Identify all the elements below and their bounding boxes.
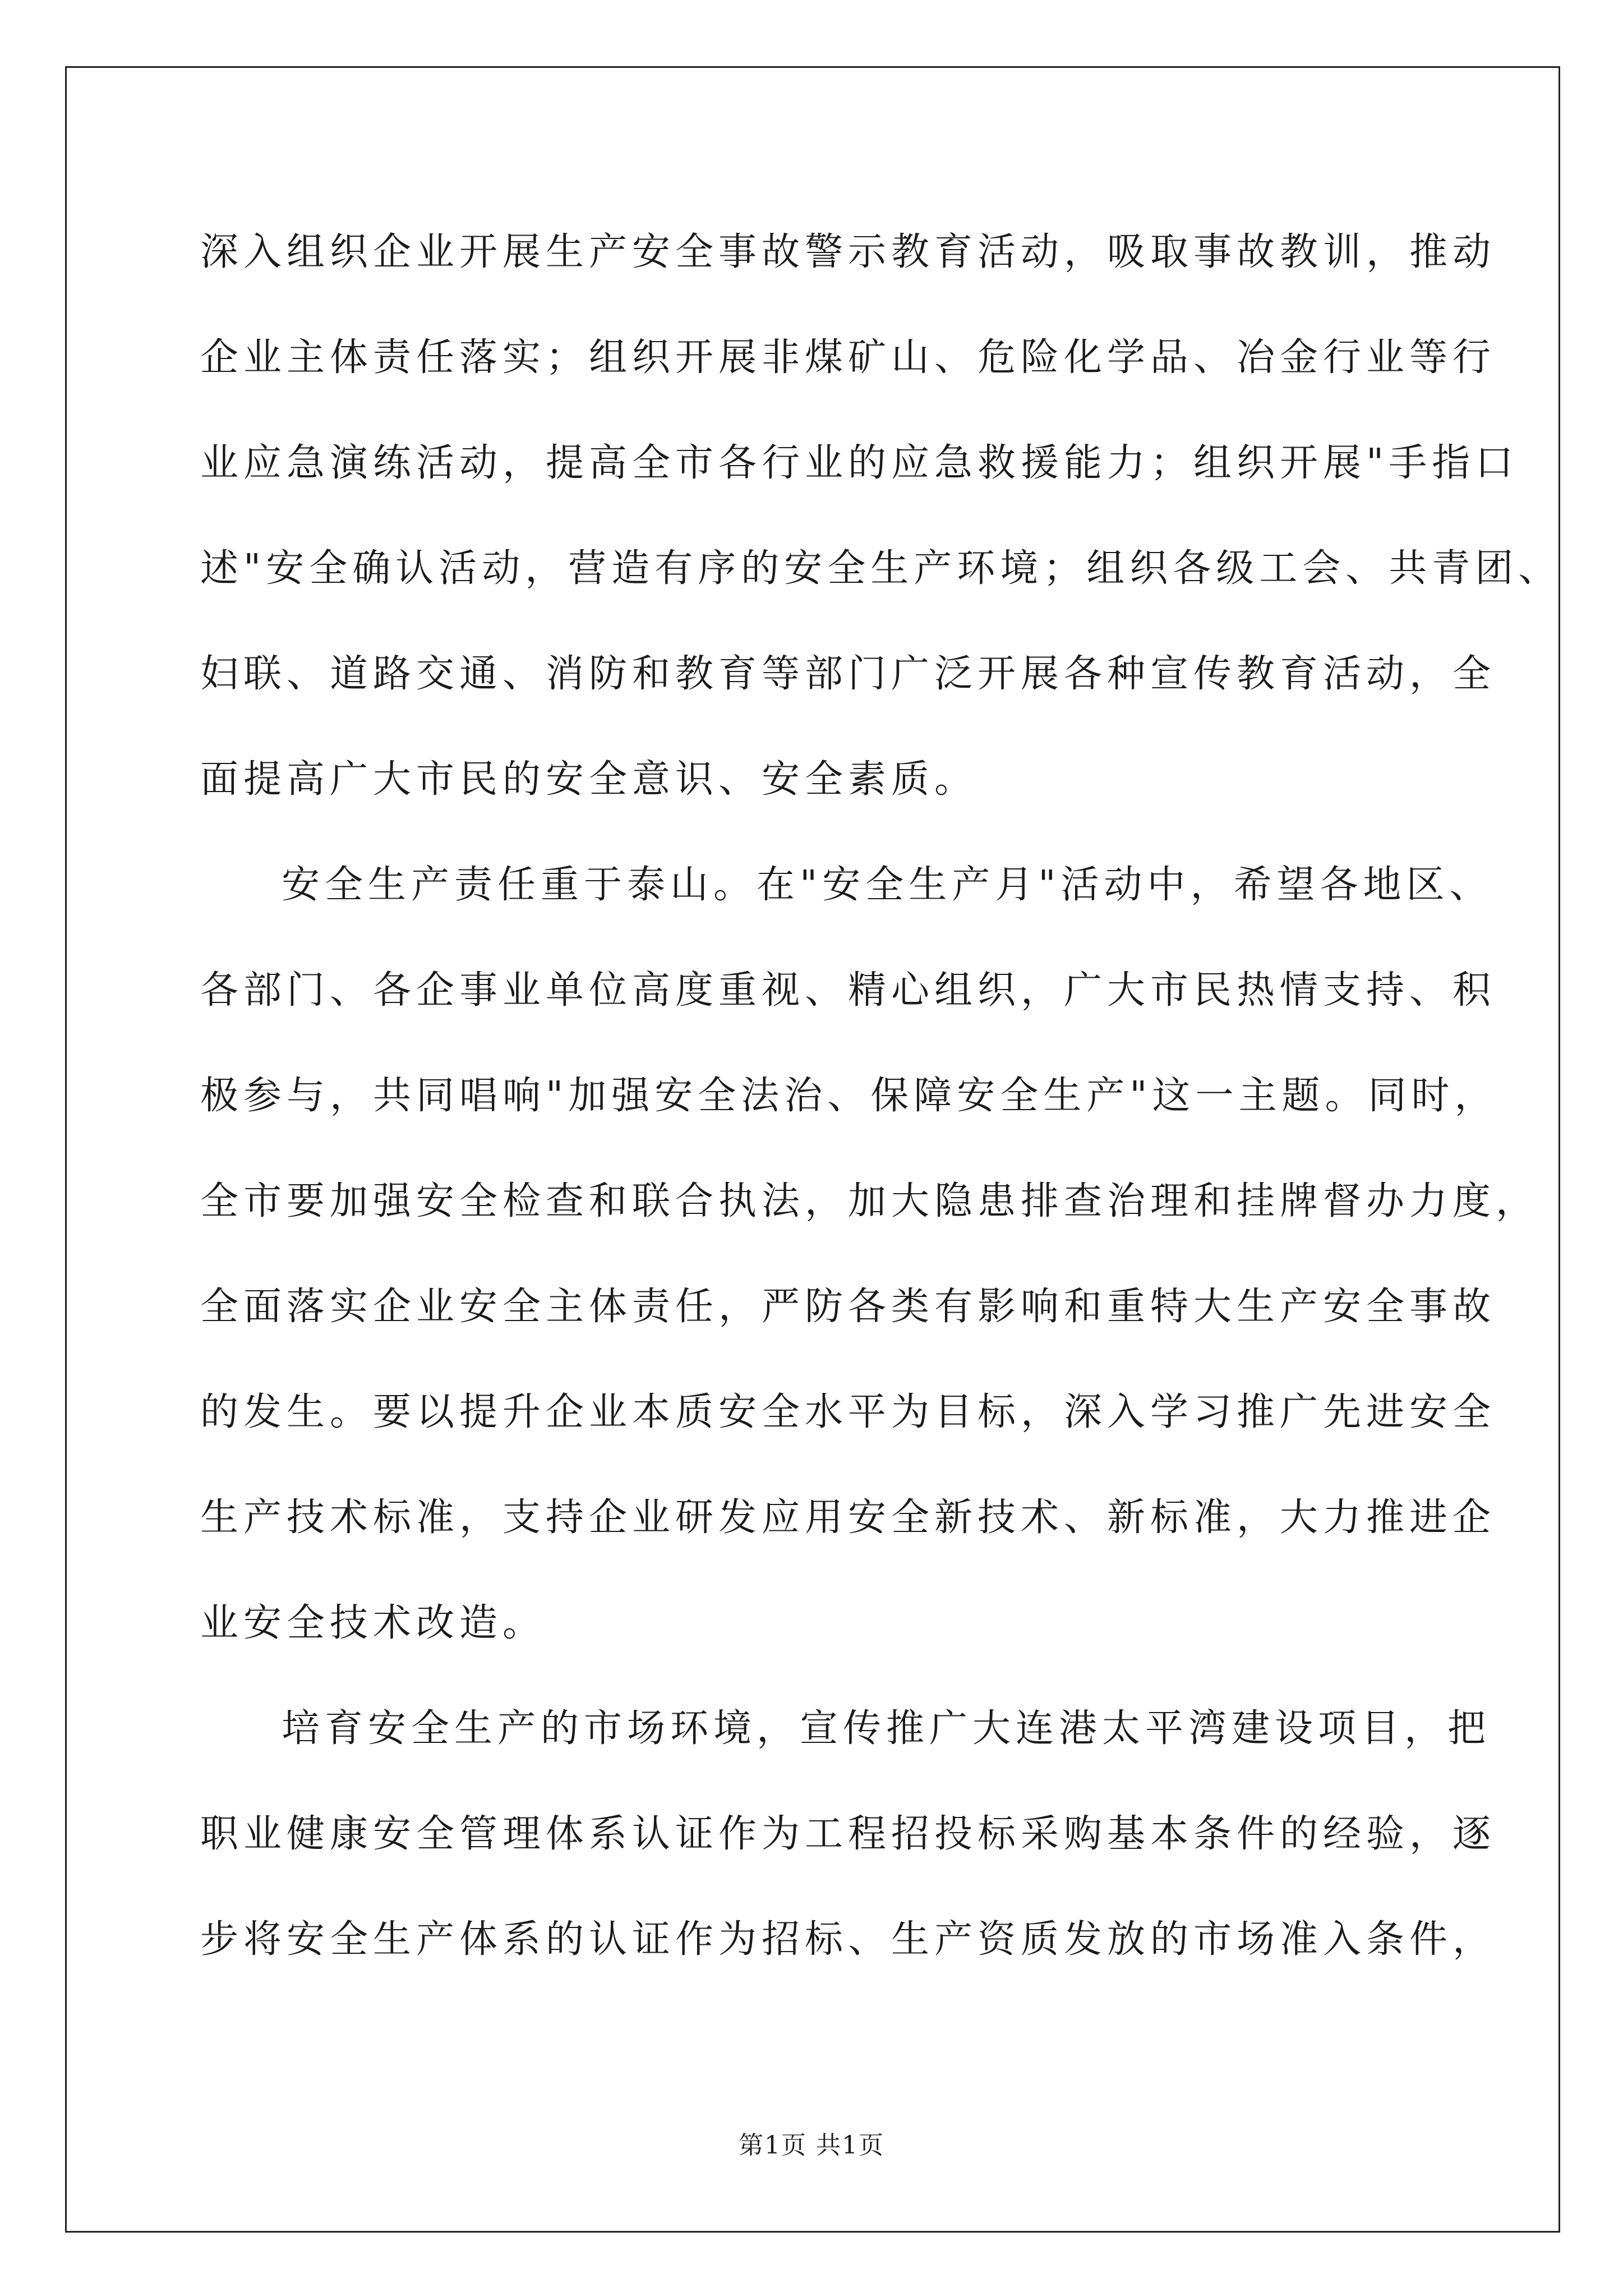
body-text-line: 步将安全生产体系的认证作为招标、生产资质发放的市场准入条件， — [200, 1917, 1496, 1962]
paragraph-first-line: 培育安全生产的市场环境，宣传推广大连港太平湾建设项目，把 — [282, 1706, 1491, 1751]
paragraph-first-line: 安全生产责任重于泰山。在"安全生产月"活动中，希望各地区、 — [282, 863, 1493, 907]
body-text-line: 各部门、各企事业单位高度重视、精心组织，广大市民热情支持、积 — [200, 968, 1496, 1013]
page-footer: 第1页 共1页 — [739, 2131, 884, 2160]
body-text-line: 业应急演练活动，提高全市各行业的应急救援能力；组织开展"手指口 — [200, 441, 1519, 485]
body-text-line: 妇联、道路交通、消防和教育等部门广泛开展各种宣传教育活动，全 — [200, 652, 1496, 696]
body-text-line: 面提高广大市民的安全意识、安全素质。 — [200, 757, 978, 802]
body-text-line: 深入组织企业开展生产安全事故警示教育活动，吸取事故教训，推动 — [200, 230, 1496, 274]
body-text-line: 生产技术标准，支持企业研发应用安全新技术、新标准，大力推进企 — [200, 1496, 1496, 1540]
body-text-line: 业安全技术改造。 — [200, 1601, 546, 1645]
body-text-line: 全市要加强安全检查和联合执法，加大隐患排查治理和挂牌督办力度， — [200, 1179, 1539, 1223]
body-text-line: 企业主体责任落实；组织开展非煤矿山、危险化学品、冶金行业等行 — [200, 335, 1496, 380]
body-text-line: 述"安全确认活动，营造有序的安全生产环境；组织各级工会、共青团、 — [200, 546, 1562, 591]
body-text-line: 职业健康安全管理体系认证作为工程招投标采购基本条件的经验，逐 — [200, 1812, 1496, 1856]
body-text-line: 的发生。要以提升企业本质安全水平为目标，深入学习推广先进安全 — [200, 1390, 1496, 1434]
body-text-line: 全面落实企业安全主体责任，严防各类有影响和重特大生产安全事故 — [200, 1285, 1496, 1329]
body-text-line: 极参与，共同唱响"加强安全法治、保障安全生产"这一主题。同时， — [200, 1074, 1498, 1118]
page-border — [65, 66, 1560, 2233]
